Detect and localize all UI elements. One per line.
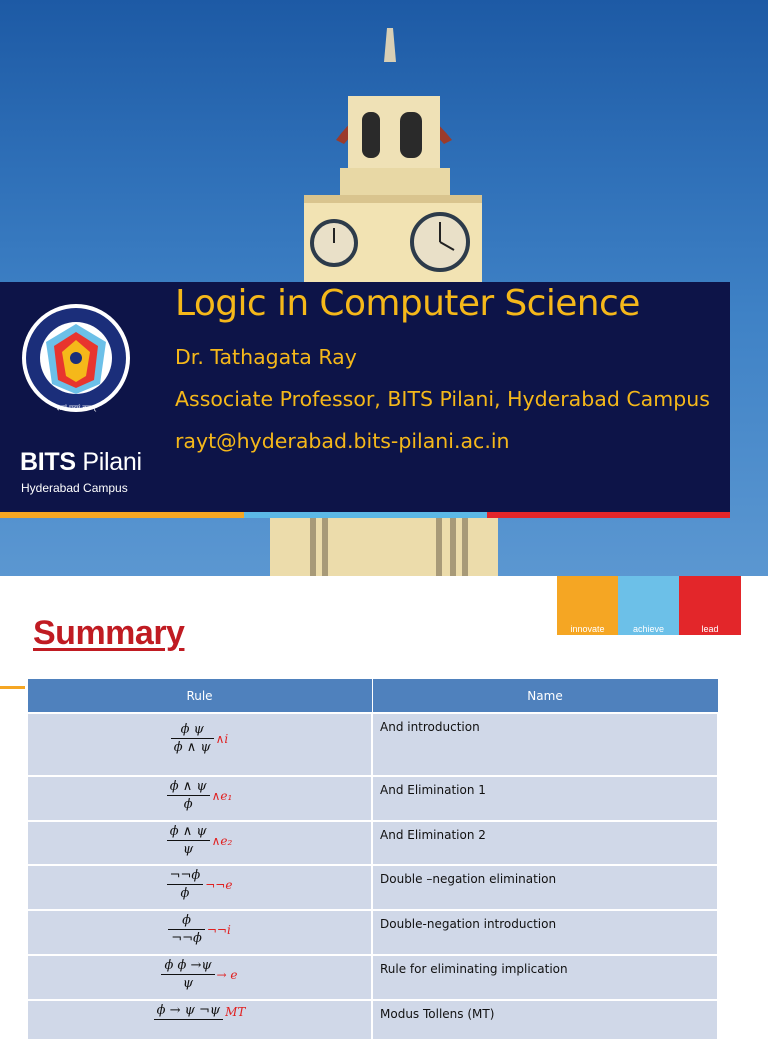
table-row (27, 865, 718, 910)
slide-title: Logic in Computer Science (175, 283, 640, 324)
campus-label: Hyderabad Campus (21, 481, 128, 495)
rule-cell (27, 955, 372, 1000)
rule-label: ¬¬e (205, 877, 233, 892)
rule-name: Double –negation elimination (372, 865, 718, 910)
rule-label: ∧i (215, 731, 229, 746)
table-row (27, 713, 718, 776)
rule-label: → e (216, 967, 238, 982)
inference-rule: $\frac{\phi \wedge \psi}{\psi}$ (167, 824, 210, 857)
author-position: Associate Professor, BITS Pilani, Hyderabad Campus (175, 387, 710, 411)
inference-rule: $\frac{\phi}{\neg\neg\phi}$ (168, 913, 205, 946)
accent-line (0, 686, 25, 689)
rule-label: ∧e₂ (211, 833, 233, 848)
rule-cell (27, 821, 372, 865)
rule-name: And introduction (372, 713, 718, 776)
bits-seal-icon (20, 302, 132, 442)
rule-cell (27, 776, 372, 821)
author-name: Dr. Tathagata Ray (175, 345, 357, 369)
rule-name: And Elimination 2 (372, 821, 718, 865)
rule-label: MT (225, 1005, 246, 1019)
inference-rule: $\frac{\neg\neg\phi}{\phi}$ (167, 868, 204, 901)
rule-cell (27, 713, 372, 776)
summary-slide (0, 576, 768, 1024)
header-name: Name (372, 679, 718, 714)
summary-heading: Summary (33, 614, 185, 652)
bits-pilani-wordmark: BITS Pilani (20, 448, 142, 476)
table-row (27, 821, 718, 865)
svg-text:ज्ञानं परमं बलम्: ज्ञानं परमं बलम् (56, 404, 96, 412)
inference-rule: $\frac{\text{ϕ ψ}}{\phi \wedge \psi}$ (171, 722, 214, 755)
table-row (27, 776, 718, 821)
table-row (27, 910, 718, 955)
header-rule: Rule (27, 679, 372, 714)
table-row (27, 1000, 718, 1040)
tag-achieve: achieve (618, 576, 679, 635)
banner-stripe (0, 512, 730, 518)
rule-name: Rule for eliminating implication (372, 955, 718, 1000)
rules-table (26, 678, 719, 1041)
author-email: rayt@hyderabad.bits-pilani.ac.in (175, 429, 510, 453)
rule-name: Double-negation introduction (372, 910, 718, 955)
inference-rule: ϕ → ψ ¬ψ (154, 1003, 223, 1021)
rule-label: ¬¬i (206, 922, 231, 937)
rule-name: Modus Tollens (MT) (372, 1000, 718, 1040)
bits-logo (20, 302, 132, 442)
inference-rule: $\frac{\phi \wedge \psi}{\phi}$ (167, 779, 210, 812)
tag-innovate: innovate (557, 576, 618, 635)
tag-lead: lead (679, 576, 741, 635)
inference-rule: $\frac{\text{ϕ ϕ →ψ}}{\psi}$ (161, 958, 214, 991)
rule-cell (27, 1000, 372, 1040)
rule-name: And Elimination 1 (372, 776, 718, 821)
rule-cell (27, 865, 372, 910)
rule-label: ∧e₁ (211, 788, 233, 803)
rule-cell (27, 910, 372, 955)
table-header-row (27, 679, 718, 714)
table-row (27, 955, 718, 1000)
